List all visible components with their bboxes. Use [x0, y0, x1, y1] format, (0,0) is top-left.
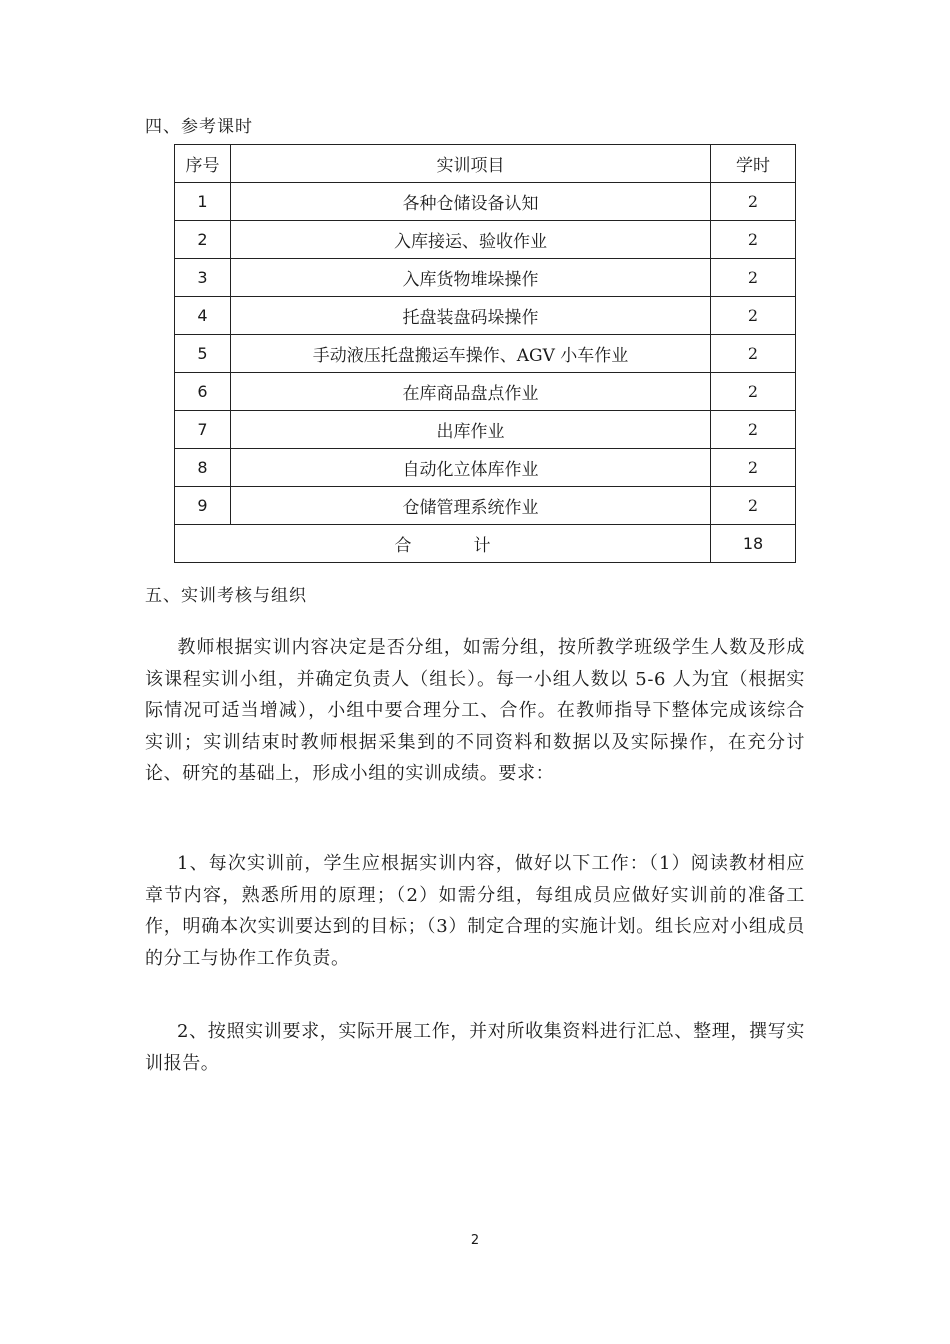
table-header-row	[175, 145, 796, 183]
total-label-part-2: 计	[473, 536, 491, 556]
row-hours: 2	[711, 411, 796, 449]
row-hours: 2	[711, 259, 796, 297]
row-item: 仓储管理系统作业	[231, 487, 711, 525]
row-no: 8	[175, 449, 231, 487]
table-row	[175, 411, 796, 449]
row-no: 1	[175, 183, 231, 221]
header-hours: 学时	[711, 145, 796, 183]
paragraph-requirement-2	[145, 1016, 805, 1079]
row-no: 5	[175, 335, 231, 373]
header-item: 实训项目	[231, 145, 711, 183]
row-item: 入库货物堆垛操作	[231, 259, 711, 297]
total-hours: 18	[711, 525, 796, 563]
paragraph-organization-text: 教师根据实训内容决定是否分组，如需分组，按所教学班级学生人数及形成该课程实训小组，并确定负责人（组长）。每一小组人数以 5-6 人为宜（根据实际情况可适当增减），小组中要合理分工、合作。在教师指导下整体完成该综合实训；实训结束时教师根据采集到的不同资料和数据以及实际操作，在充分讨论、研究的基础上，形成小组的实训成绩。要求：	[145, 637, 805, 784]
table-row	[175, 487, 796, 525]
row-item: 自动化立体库作业	[231, 449, 711, 487]
row-hours: 2	[711, 221, 796, 259]
row-no: 2	[175, 221, 231, 259]
table-row	[175, 221, 796, 259]
row-no: 9	[175, 487, 231, 525]
header-no: 序号	[175, 145, 231, 183]
row-hours: 2	[711, 335, 796, 373]
row-item: 在库商品盘点作业	[231, 373, 711, 411]
paragraph-requirement-1	[145, 848, 805, 974]
row-item: 手动液压托盘搬运车操作、AGV 小车作业	[231, 335, 711, 373]
paragraph-requirement-1-text: 1、每次实训前，学生应根据实训内容，做好以下工作：（1）阅读教材相应章节内容，熟悉所用的原理；（2）如需分组，每组成员应做好实训前的准备工作，明确本次实训要达到的目标；（3）制定合理的实施计划。组长应对小组成员的分工与协作工作负责。	[145, 853, 805, 969]
table-row	[175, 259, 796, 297]
table-row	[175, 183, 796, 221]
row-hours: 2	[711, 449, 796, 487]
paragraph-organization	[145, 632, 805, 790]
total-label	[175, 525, 711, 563]
table-row	[175, 449, 796, 487]
table-total-row	[175, 525, 796, 563]
table-row	[175, 373, 796, 411]
table-row	[175, 335, 796, 373]
row-item: 托盘装盘码垛操作	[231, 297, 711, 335]
section-5-heading: 五、实训考核与组织	[145, 586, 307, 606]
hours-table	[174, 144, 796, 563]
row-no: 7	[175, 411, 231, 449]
row-item: 各种仓储设备认知	[231, 183, 711, 221]
row-item: 入库接运、验收作业	[231, 221, 711, 259]
row-no: 3	[175, 259, 231, 297]
page-number: 2	[470, 1233, 480, 1248]
row-item: 出库作业	[231, 411, 711, 449]
row-no: 6	[175, 373, 231, 411]
total-label-part-1: 合	[394, 536, 412, 556]
row-hours: 2	[711, 373, 796, 411]
row-hours: 2	[711, 487, 796, 525]
table-row	[175, 297, 796, 335]
section-4-heading: 四、参考课时	[145, 117, 253, 137]
paragraph-requirement-2-text: 2、按照实训要求，实际开展工作，并对所收集资料进行汇总、整理，撰写实训报告。	[145, 1021, 805, 1074]
row-no: 4	[175, 297, 231, 335]
row-hours: 2	[711, 183, 796, 221]
row-hours: 2	[711, 297, 796, 335]
